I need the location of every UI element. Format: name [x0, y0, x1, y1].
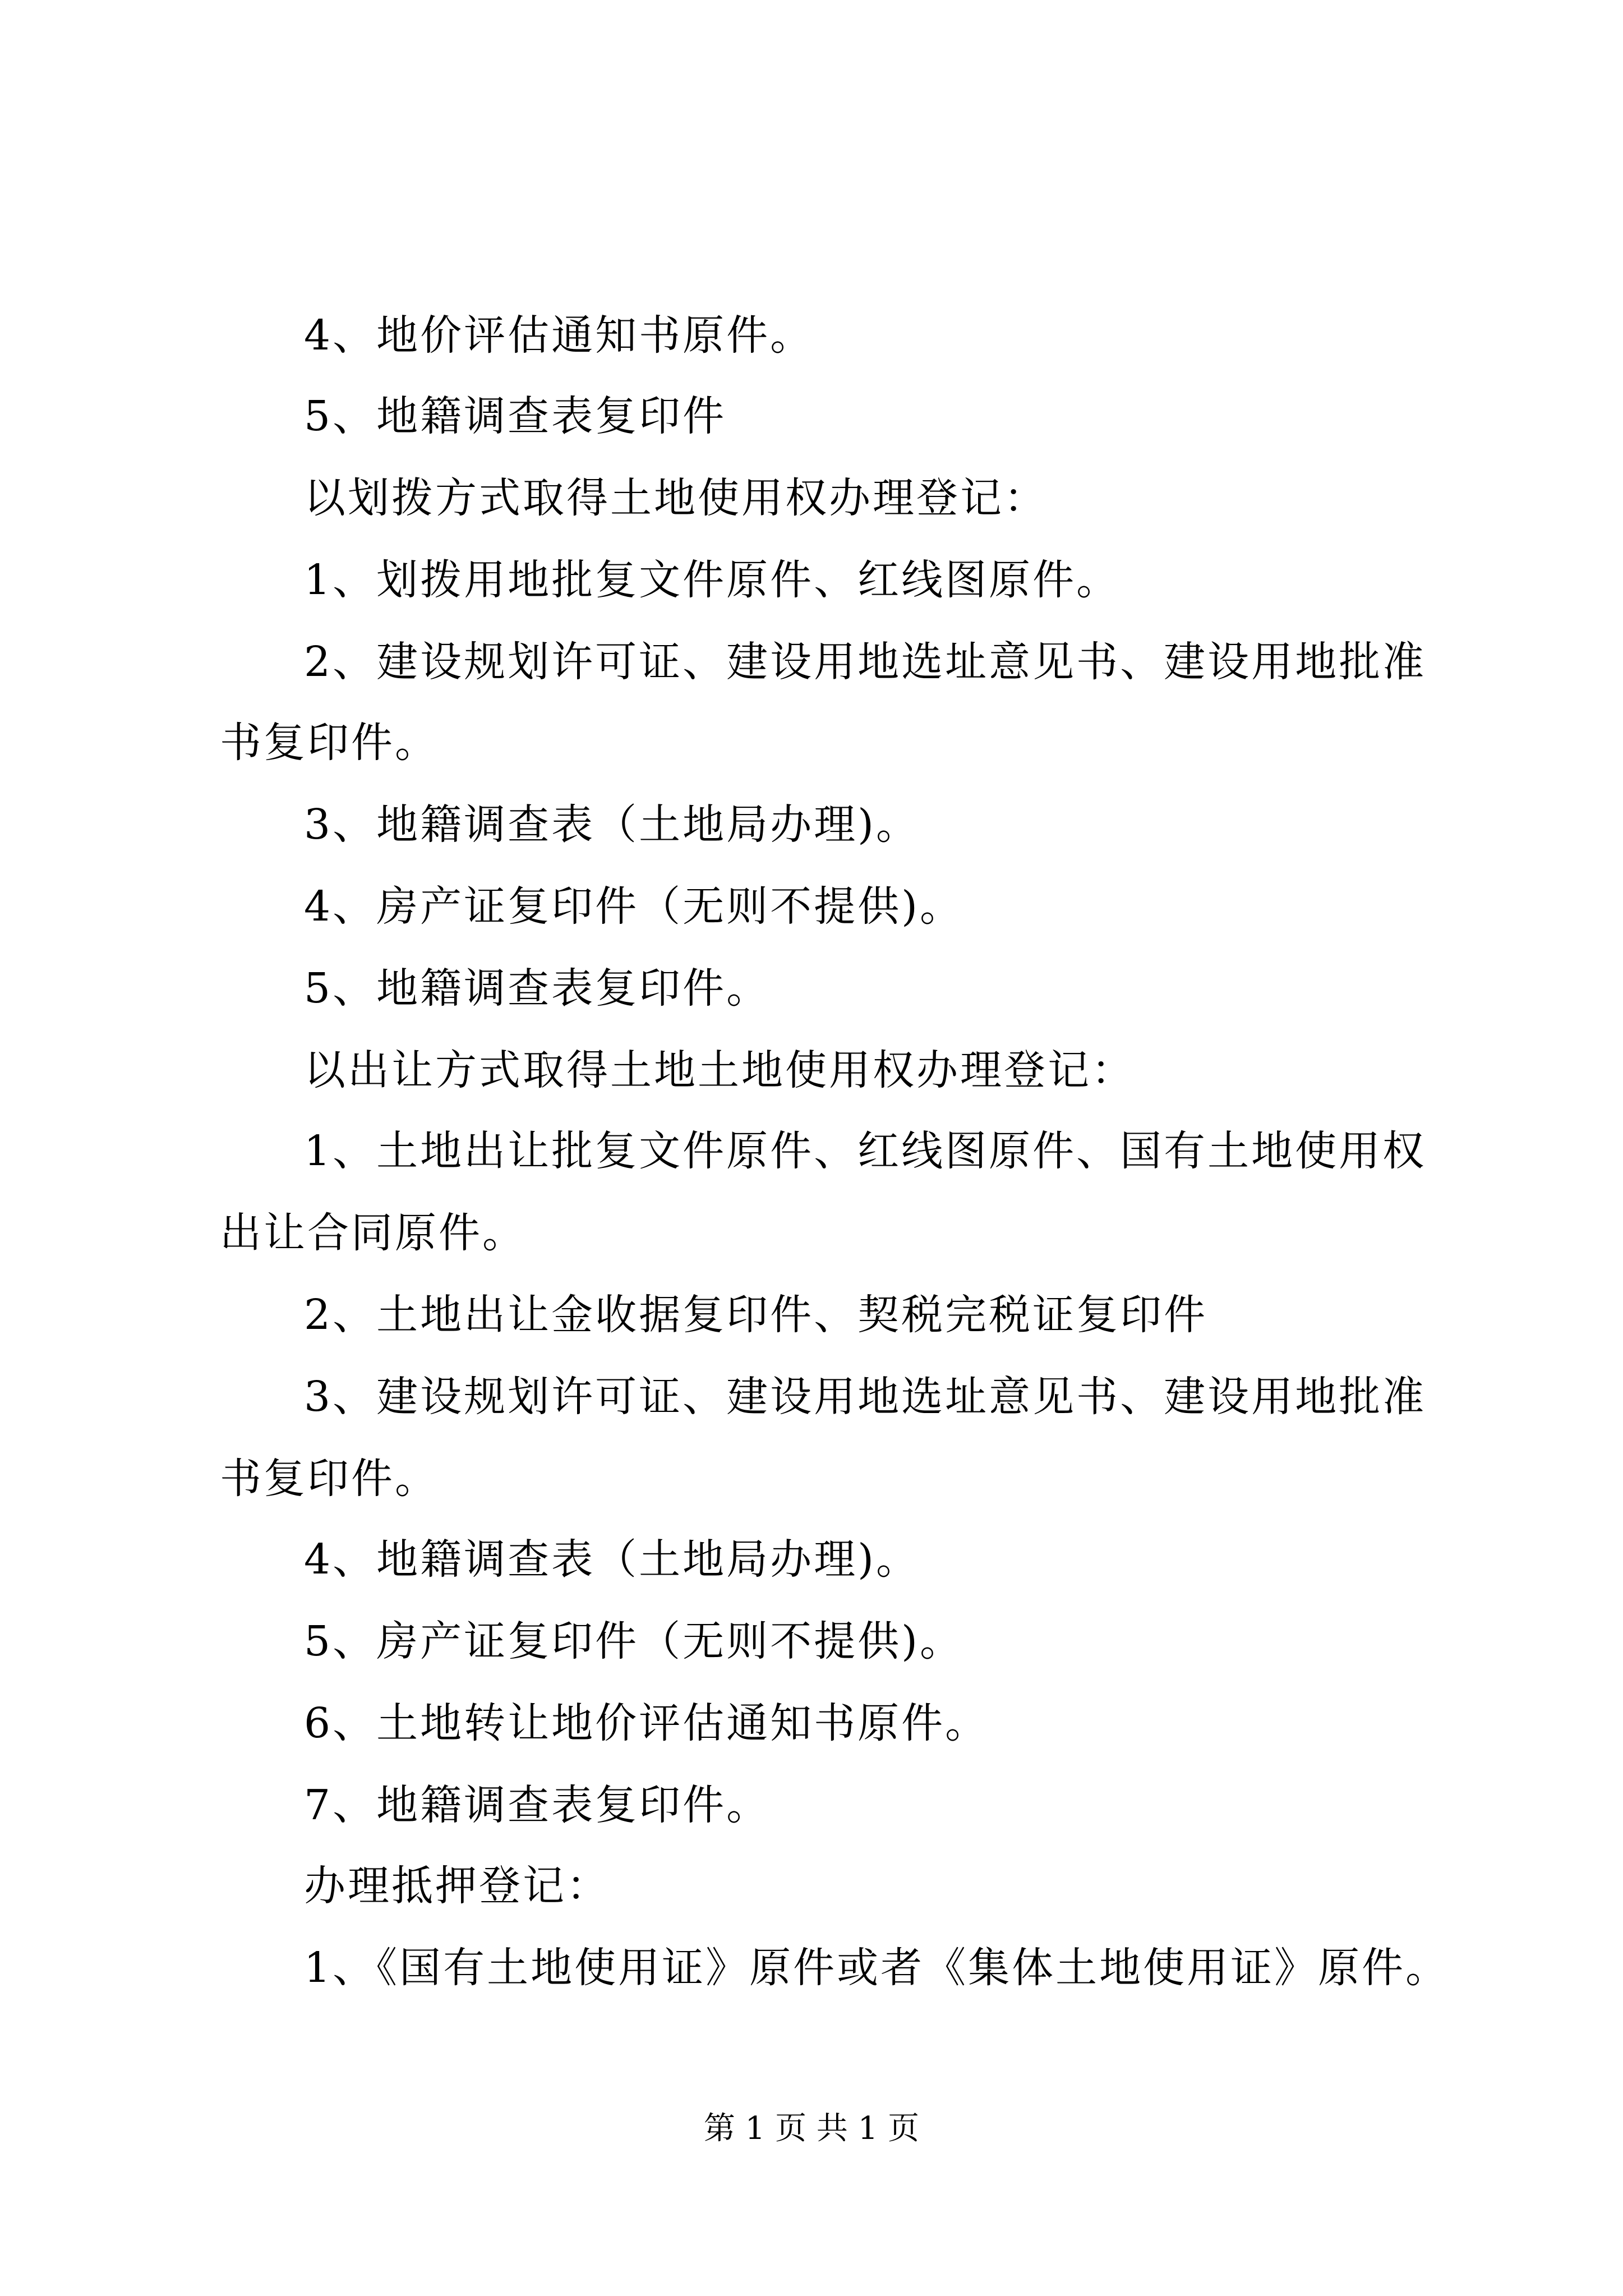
- paragraph-line-continued: 书复印件。: [220, 719, 439, 767]
- section-heading: 以划拨方式取得土地使用权办理登记：: [304, 474, 1048, 522]
- paragraph-line: 2、建设规划许可证、建设用地选址意见书、建设用地批准: [304, 638, 1427, 686]
- paragraph-line: 4、地价评估通知书原件。: [304, 311, 814, 360]
- section-heading: 以出让方式取得土地土地使用权办理登记：: [304, 1046, 1135, 1094]
- paragraph-line: 3、建设规划许可证、建设用地选址意见书、建设用地批准: [304, 1373, 1427, 1421]
- paragraph-line: 1、划拨用地批复文件原件、红线图原件。: [304, 556, 1121, 604]
- paragraph-line: 5、房产证复印件（无则不提供)。: [304, 1617, 963, 1665]
- section-heading: 办理抵押登记：: [304, 1862, 610, 1910]
- paragraph-line: 1、土地出让批复文件原件、红线图原件、国有土地使用权: [304, 1127, 1427, 1175]
- paragraph-line: 7、地籍调查表复印件。: [304, 1781, 771, 1829]
- paragraph-line-continued: 书复印件。: [220, 1455, 439, 1503]
- paragraph-line: 5、地籍调查表复印件: [304, 392, 727, 440]
- paragraph-line: 3、地籍调查表（土地局办理)。: [304, 800, 920, 849]
- paragraph-line: 1、《国有土地使用证》原件或者《集体土地使用证》原件。: [304, 1944, 1450, 1992]
- paragraph-line: 6、土地转让地价评估通知书原件。: [304, 1699, 989, 1747]
- paragraph-line: 2、土地出让金收据复印件、契税完税证复印件: [304, 1291, 1208, 1339]
- paragraph-line: 4、房产证复印件（无则不提供)。: [304, 882, 963, 931]
- paragraph-line: 5、地籍调查表复印件。: [304, 964, 771, 1013]
- page-footer: 第 1 页 共 1 页: [703, 2110, 920, 2147]
- paragraph-line-continued: 出让合同原件。: [220, 1209, 526, 1257]
- paragraph-line: 4、地籍调查表（土地局办理)。: [304, 1535, 920, 1584]
